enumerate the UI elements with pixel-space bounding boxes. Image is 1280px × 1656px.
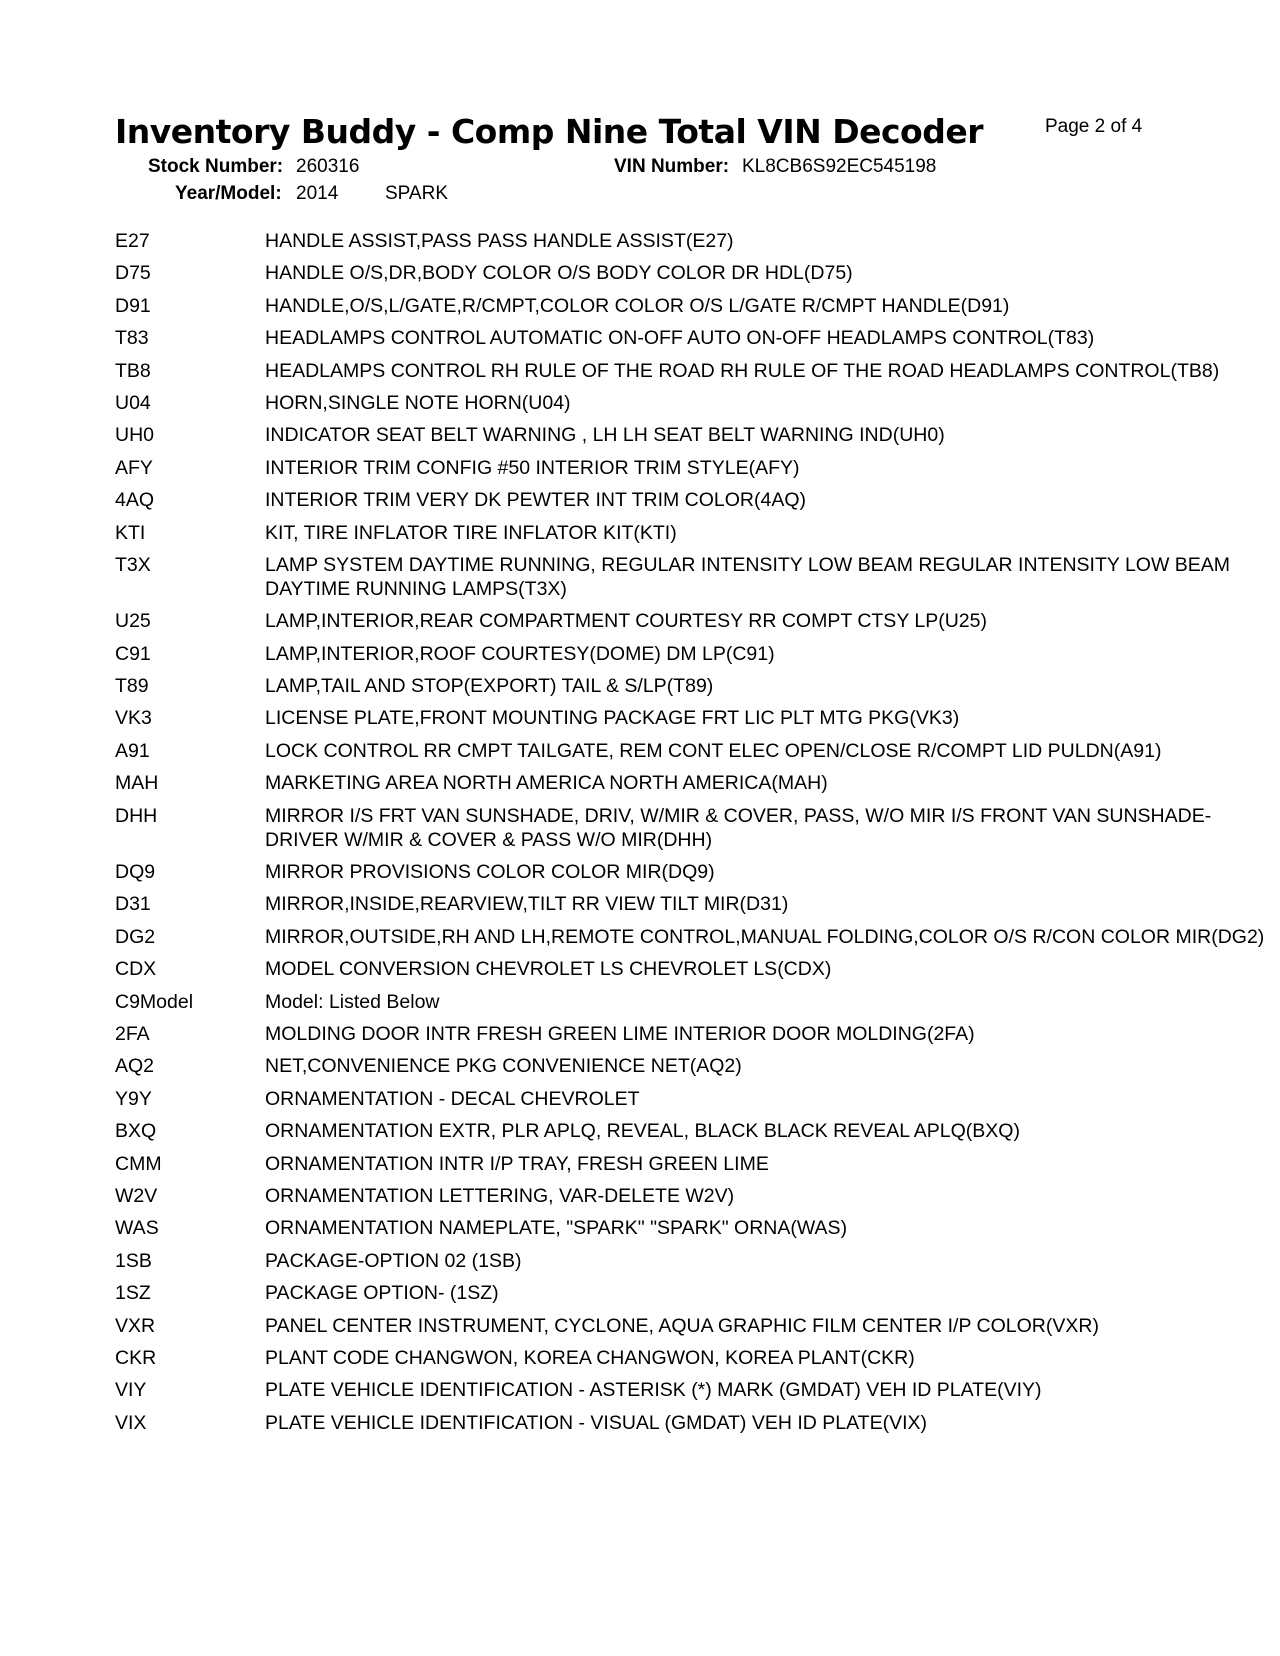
option-row bbox=[115, 706, 1255, 730]
option-description: MIRROR PROVISIONS COLOR COLOR MIR(DQ9) bbox=[265, 861, 715, 884]
option-row bbox=[115, 359, 1255, 383]
option-row bbox=[115, 1281, 1255, 1305]
option-code: C9Model bbox=[115, 990, 194, 1013]
option-row bbox=[115, 674, 1255, 698]
option-row bbox=[115, 488, 1255, 512]
option-code: A91 bbox=[115, 739, 150, 762]
option-row bbox=[115, 1087, 1255, 1111]
option-code: C91 bbox=[115, 642, 151, 665]
option-description: ORNAMENTATION - DECAL CHEVROLET bbox=[265, 1087, 640, 1110]
option-row bbox=[115, 229, 1255, 253]
option-row bbox=[115, 294, 1255, 318]
option-row bbox=[115, 1411, 1255, 1435]
vin-number-label: VIN Number: bbox=[614, 156, 730, 177]
option-row bbox=[115, 804, 1255, 852]
option-code: W2V bbox=[115, 1184, 158, 1207]
option-description: HEADLAMPS CONTROL AUTOMATIC ON-OFF AUTO ON-OFF HEADLAMPS CONTROL(T83) bbox=[265, 327, 1095, 350]
option-description: INTERIOR TRIM VERY DK PEWTER INT TRIM COLOR(4AQ) bbox=[265, 489, 807, 512]
option-description: ORNAMENTATION EXTR, PLR APLQ, REVEAL, BLACK BLACK REVEAL APLQ(BXQ) bbox=[265, 1120, 1020, 1143]
option-code: DQ9 bbox=[115, 861, 156, 884]
option-code: CMM bbox=[115, 1152, 162, 1175]
option-description: MARKETING AREA NORTH AMERICA NORTH AMERICA(MAH) bbox=[265, 772, 828, 795]
option-description: PLATE VEHICLE IDENTIFICATION - VISUAL (GMDAT) VEH ID PLATE(VIX) bbox=[265, 1411, 928, 1434]
option-row bbox=[115, 521, 1255, 545]
option-code: D91 bbox=[115, 294, 151, 317]
option-row bbox=[115, 957, 1255, 981]
option-description: MIRROR,INSIDE,REARVIEW,TILT RR VIEW TILT MIR(D31) bbox=[265, 893, 789, 916]
option-row bbox=[115, 925, 1265, 949]
option-code: T89 bbox=[115, 675, 149, 698]
option-list bbox=[115, 229, 1265, 1443]
option-row bbox=[115, 1022, 1255, 1046]
option-description: PLATE VEHICLE IDENTIFICATION - ASTERISK (*) MARK (GMDAT) VEH ID PLATE(VIY) bbox=[265, 1379, 1042, 1402]
option-row bbox=[115, 1216, 1255, 1240]
option-code: UH0 bbox=[115, 424, 155, 447]
option-code: Y9Y bbox=[115, 1087, 152, 1110]
option-row bbox=[115, 456, 1255, 480]
option-description: MOLDING DOOR INTR FRESH GREEN LIME INTERIOR DOOR MOLDING(2FA) bbox=[265, 1022, 975, 1045]
option-code: U25 bbox=[115, 610, 151, 633]
document-title: Inventory Buddy - Comp Nine Total VIN Decoder bbox=[115, 112, 983, 151]
stock-number-value: 260316 bbox=[296, 156, 360, 177]
option-code: T3X bbox=[115, 553, 151, 576]
option-description: LAMP,TAIL AND STOP(EXPORT) TAIL & S/LP(T89) bbox=[265, 675, 714, 698]
option-description: PACKAGE-OPTION 02 (1SB) bbox=[265, 1249, 522, 1272]
model-value: SPARK bbox=[385, 183, 449, 204]
option-description: HANDLE O/S,DR,BODY COLOR O/S BODY COLOR DR HDL(D75) bbox=[265, 262, 853, 285]
option-description: PANEL CENTER INSTRUMENT, CYCLONE, AQUA GRAPHIC FILM CENTER I/P COLOR(VXR) bbox=[265, 1314, 1099, 1337]
option-row bbox=[115, 391, 1255, 415]
option-row bbox=[115, 1249, 1255, 1273]
option-code: D75 bbox=[115, 262, 151, 285]
option-description: LAMP,INTERIOR,REAR COMPARTMENT COURTESY RR COMPT CTSY LP(U25) bbox=[265, 610, 987, 633]
option-code: TB8 bbox=[115, 359, 151, 382]
option-description: HORN,SINGLE NOTE HORN(U04) bbox=[265, 391, 571, 414]
option-row bbox=[115, 990, 1255, 1014]
option-row bbox=[115, 860, 1255, 884]
option-description: LAMP,INTERIOR,ROOF COURTESY(DOME) DM LP(C91) bbox=[265, 642, 775, 665]
option-code: VIY bbox=[115, 1379, 147, 1402]
option-code: T83 bbox=[115, 327, 149, 350]
year-value: 2014 bbox=[296, 183, 339, 204]
option-description: INDICATOR SEAT BELT WARNING , LH LH SEAT BELT WARNING IND(UH0) bbox=[265, 424, 945, 447]
option-row bbox=[115, 609, 1255, 633]
option-code: 1SZ bbox=[115, 1282, 151, 1305]
year-model-label: Year/Model: bbox=[175, 183, 282, 204]
option-description: LAMP SYSTEM DAYTIME RUNNING, REGULAR INTENSITY LOW BEAM REGULAR INTENSITY LOW BEAM DAYTIME RUNNING LAMPS(T3X) bbox=[265, 553, 1231, 600]
option-code: 2FA bbox=[115, 1022, 150, 1045]
option-row bbox=[115, 553, 1255, 601]
option-description: PLANT CODE CHANGWON, KOREA CHANGWON, KOREA PLANT(CKR) bbox=[265, 1346, 915, 1369]
option-code: E27 bbox=[115, 230, 150, 252]
option-code: DHH bbox=[115, 804, 158, 827]
option-code: VXR bbox=[115, 1314, 156, 1337]
option-code: U04 bbox=[115, 391, 151, 414]
option-description: MIRROR I/S FRT VAN SUNSHADE, DRIV, W/MIR & COVER, PASS, W/O MIR I/S FRONT VAN SUNSHADE-DRIVER W/MIR & COVER & PASS W/O MIR(DHH) bbox=[265, 804, 1212, 851]
stock-number-label: Stock Number: bbox=[148, 156, 284, 177]
option-code: 1SB bbox=[115, 1249, 152, 1272]
option-row bbox=[115, 892, 1255, 916]
option-description: MIRROR,OUTSIDE,RH AND LH,REMOTE CONTROL,MANUAL FOLDING,COLOR O/S R/CON COLOR MIR(DG2) bbox=[265, 925, 1265, 948]
option-code: CKR bbox=[115, 1346, 157, 1369]
option-description: HANDLE ASSIST,PASS PASS HANDLE ASSIST(E27) bbox=[265, 230, 734, 252]
option-row bbox=[115, 1314, 1255, 1338]
option-code: VIX bbox=[115, 1411, 147, 1434]
option-code: WAS bbox=[115, 1217, 159, 1240]
option-description: HEADLAMPS CONTROL RH RULE OF THE ROAD RH RULE OF THE ROAD HEADLAMPS CONTROL(TB8) bbox=[265, 359, 1220, 382]
option-description: INTERIOR TRIM CONFIG #50 INTERIOR TRIM STYLE(AFY) bbox=[265, 456, 800, 479]
option-row bbox=[115, 326, 1255, 350]
option-description: ORNAMENTATION LETTERING, VAR-DELETE W2V) bbox=[265, 1184, 735, 1207]
option-description: ORNAMENTATION NAMEPLATE, "SPARK" "SPARK" ORNA(WAS) bbox=[265, 1217, 848, 1240]
option-row bbox=[115, 423, 1255, 447]
option-row bbox=[115, 1184, 1255, 1208]
option-row bbox=[115, 642, 1255, 666]
option-row bbox=[115, 1346, 1255, 1370]
option-row bbox=[115, 1378, 1255, 1402]
option-description: HANDLE,O/S,L/GATE,R/CMPT,COLOR COLOR O/S L/GATE R/CMPT HANDLE(D91) bbox=[265, 294, 1010, 317]
option-description: NET,CONVENIENCE PKG CONVENIENCE NET(AQ2) bbox=[265, 1055, 742, 1078]
option-code: KTI bbox=[115, 521, 146, 544]
option-code: CDX bbox=[115, 958, 157, 981]
option-description: LICENSE PLATE,FRONT MOUNTING PACKAGE FRT LIC PLT MTG PKG(VK3) bbox=[265, 707, 960, 730]
vin-number-value: KL8CB6S92EC545198 bbox=[742, 156, 937, 177]
option-code: AFY bbox=[115, 456, 153, 479]
option-description: PACKAGE OPTION- (1SZ) bbox=[265, 1282, 499, 1305]
option-row bbox=[115, 739, 1255, 763]
option-description: KIT, TIRE INFLATOR TIRE INFLATOR KIT(KTI) bbox=[265, 521, 677, 544]
option-row bbox=[115, 1119, 1255, 1143]
option-code: VK3 bbox=[115, 707, 152, 730]
option-code: MAH bbox=[115, 772, 159, 795]
option-code: 4AQ bbox=[115, 489, 155, 512]
option-code: DG2 bbox=[115, 925, 156, 948]
option-description: Model: Listed Below bbox=[265, 990, 440, 1013]
option-row bbox=[115, 1152, 1255, 1176]
option-row bbox=[115, 771, 1255, 795]
option-description: LOCK CONTROL RR CMPT TAILGATE, REM CONT ELEC OPEN/CLOSE R/COMPT LID PULDN(A91) bbox=[265, 739, 1162, 762]
option-description: ORNAMENTATION INTR I/P TRAY, FRESH GREEN LIME bbox=[265, 1152, 769, 1175]
option-code: AQ2 bbox=[115, 1055, 155, 1078]
option-description: MODEL CONVERSION CHEVROLET LS CHEVROLET LS(CDX) bbox=[265, 958, 832, 981]
option-code: D31 bbox=[115, 893, 151, 916]
page-number: Page 2 of 4 bbox=[1045, 116, 1143, 137]
option-code: BXQ bbox=[115, 1120, 157, 1143]
option-row bbox=[115, 261, 1255, 285]
option-row bbox=[115, 1054, 1255, 1078]
